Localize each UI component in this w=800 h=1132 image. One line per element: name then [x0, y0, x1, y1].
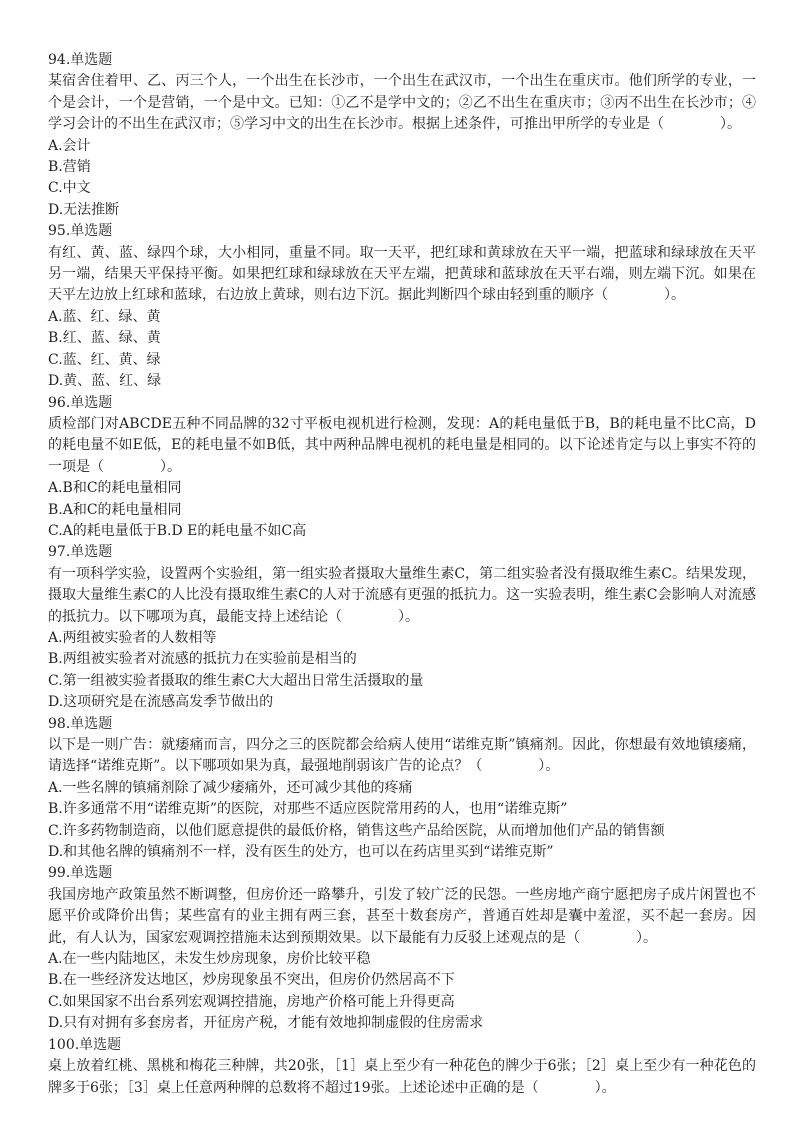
question-stem: 有一项科学实验，设置两个实验组，第一组实验者摄取大量维生素C，第二组实验者没有摄取维生素C。结果发现，摄取大量维生素C的人比没有摄取维生素C的人对于流感有更强的抵抗力。这一实验表明，维生素C会影响人对流感的抵抗力。以下哪项为真，最能支持上述结论（ ）。: [48, 565, 756, 625]
question-header: 99.单选题: [48, 865, 113, 882]
option-d: D.这项研究是在流感高发季节做出的: [48, 694, 274, 711]
option-b: B.A和C的耗电量相同: [48, 501, 182, 518]
option-c: C.许多药物制造商，以他们愿意提供的最低价格，销售这些产品给医院，从而增加他们产品的销售额: [48, 822, 665, 839]
option-c: C.如果国家不出台系列宏观调控措施，房地产价格可能上升得更高: [48, 993, 455, 1010]
option-b: B.在一些经济发达地区，炒房现象虽不突出，但房价仍然居高不下: [48, 972, 455, 989]
question-header: 100.单选题: [48, 1036, 122, 1053]
question-stem: 以下是一则广告：就痿痛而言，四分之三的医院都会给病人使用“诺维克斯”镇痛剂。因此，你想最有效地镇痿痛，请选择“诺维克斯”。以下哪项如果为真，最强地削弱该广告的论点？（ ）。: [48, 737, 756, 775]
option-c: C.蓝、红、黄、绿: [48, 351, 161, 368]
option-c-d: C.A的耗电量低于B.D E的耗电量不如C高: [48, 522, 307, 539]
option-d: D.黄、蓝、红、绿: [48, 373, 162, 390]
question-header: 96.单选题: [48, 394, 113, 411]
option-a: A.一些名牌的镇痛剂除了减少痿痛外，还可减少其他的疼痛: [48, 779, 413, 796]
question-header: 95.单选题: [48, 223, 113, 240]
option-c: C.中文: [48, 180, 91, 197]
option-a: A.在一些内陆地区，未发生炒房现象，房价比较平稳: [48, 951, 371, 968]
option-a: A.蓝、红、绿、黄: [48, 308, 161, 325]
question-stem: 质检部门对ABCDE五种不同品牌的32寸平板电视机进行检测，发现：A的耗电量低于B，B的耗电量不比C高，D的耗电量不如E低，E的耗电量不如B低，其中两种品牌电视机的耗电量是相同的。以下论述肯定与以上事实不符的一项是（ ）。: [48, 415, 756, 475]
option-b: B.营销: [48, 159, 91, 176]
question-97: [48, 542, 756, 713]
option-b: B.许多通常不用“诺维克斯”的医院，对那些不适应医院常用药的人，也用“诺维克斯”: [48, 801, 568, 818]
option-b: B.红、蓝、绿、黄: [48, 330, 161, 347]
option-c: C.第一组被实验者摄取的维生素C大大超出日常生活摄取的量: [48, 672, 424, 689]
question-stem: 某宿舍住着甲、乙、丙三个人，一个出生在长沙市，一个出生在武汉市，一个出生在重庆市。他们所学的专业，一个是会计，一个是营销，一个是中文。已知：①乙不是学中文的；②乙不出生在重庆市；③丙不出生在长沙市；④学习会计的不出生在武汉市；⑤学习中文的出生在长沙市。根据上述条件，可推出甲所学的专业是（ ）。: [48, 73, 756, 133]
question-95: [48, 221, 756, 392]
question-header: 98.单选题: [48, 715, 113, 732]
question-94: [48, 50, 756, 221]
option-a: A.两组被实验者的人数相等: [48, 629, 217, 646]
question-stem: 桌上放着红桃、黑桃和梅花三种牌，共20张，［1］桌上至少有一种花色的牌少于6张；［2］桌上至少有一种花色的牌多于6张；［3］桌上任意两种牌的总数将不超过19张。上述论述中正确的是（ ）。: [48, 1058, 756, 1096]
question-stem: 我国房地产政策虽然不断调整，但房价还一路攀升，引发了较广泛的民怨。一些房地产商宁愿把房子成片闲置也不愿平价或降价出售；某些富有的业主拥有两三套，甚至十数套房产，普通百姓却是囊中羞涩，买不起一套房。因此，有人认为，国家宏观调控措施未达到预期效果。以下最能有力反驳上述观点的是（ ）。: [48, 886, 756, 946]
option-a: A.会计: [48, 137, 91, 154]
question-100: [48, 1035, 756, 1099]
option-d: D.无法推断: [48, 201, 120, 218]
option-b: B.两组被实验者对流感的抵抗力在实验前是相当的: [48, 651, 357, 668]
question-96: [48, 393, 756, 543]
option-d: D.只有对拥有多套房者，开征房产税，才能有效地抑制虚假的住房需求: [48, 1015, 484, 1032]
option-a: A.B和C的耗电量相同: [48, 480, 182, 497]
question-98: [48, 714, 756, 864]
question-99: [48, 863, 756, 1034]
option-d: D.和其他名牌的镇痛剂不一样，没有医生的处方，也可以在药店里买到“诺维克斯”: [48, 844, 554, 861]
question-stem: 有红、黄、蓝、绿四个球，大小相同，重量不同。取一天平，把红球和黄球放在天平一端，把蓝球和绿球放在天平另一端，结果天平保持平衡。如果把红球和绿球放在天平左端，把黄球和蓝球放在天平右端，则左端下沉。如果在天平左边放上红球和蓝球，右边放上黄球，则右边下沉。据此判断四个球由轻到重的顺序（ ）。: [48, 244, 756, 304]
question-header: 97.单选题: [48, 544, 113, 561]
question-header: 94.单选题: [48, 52, 113, 68]
